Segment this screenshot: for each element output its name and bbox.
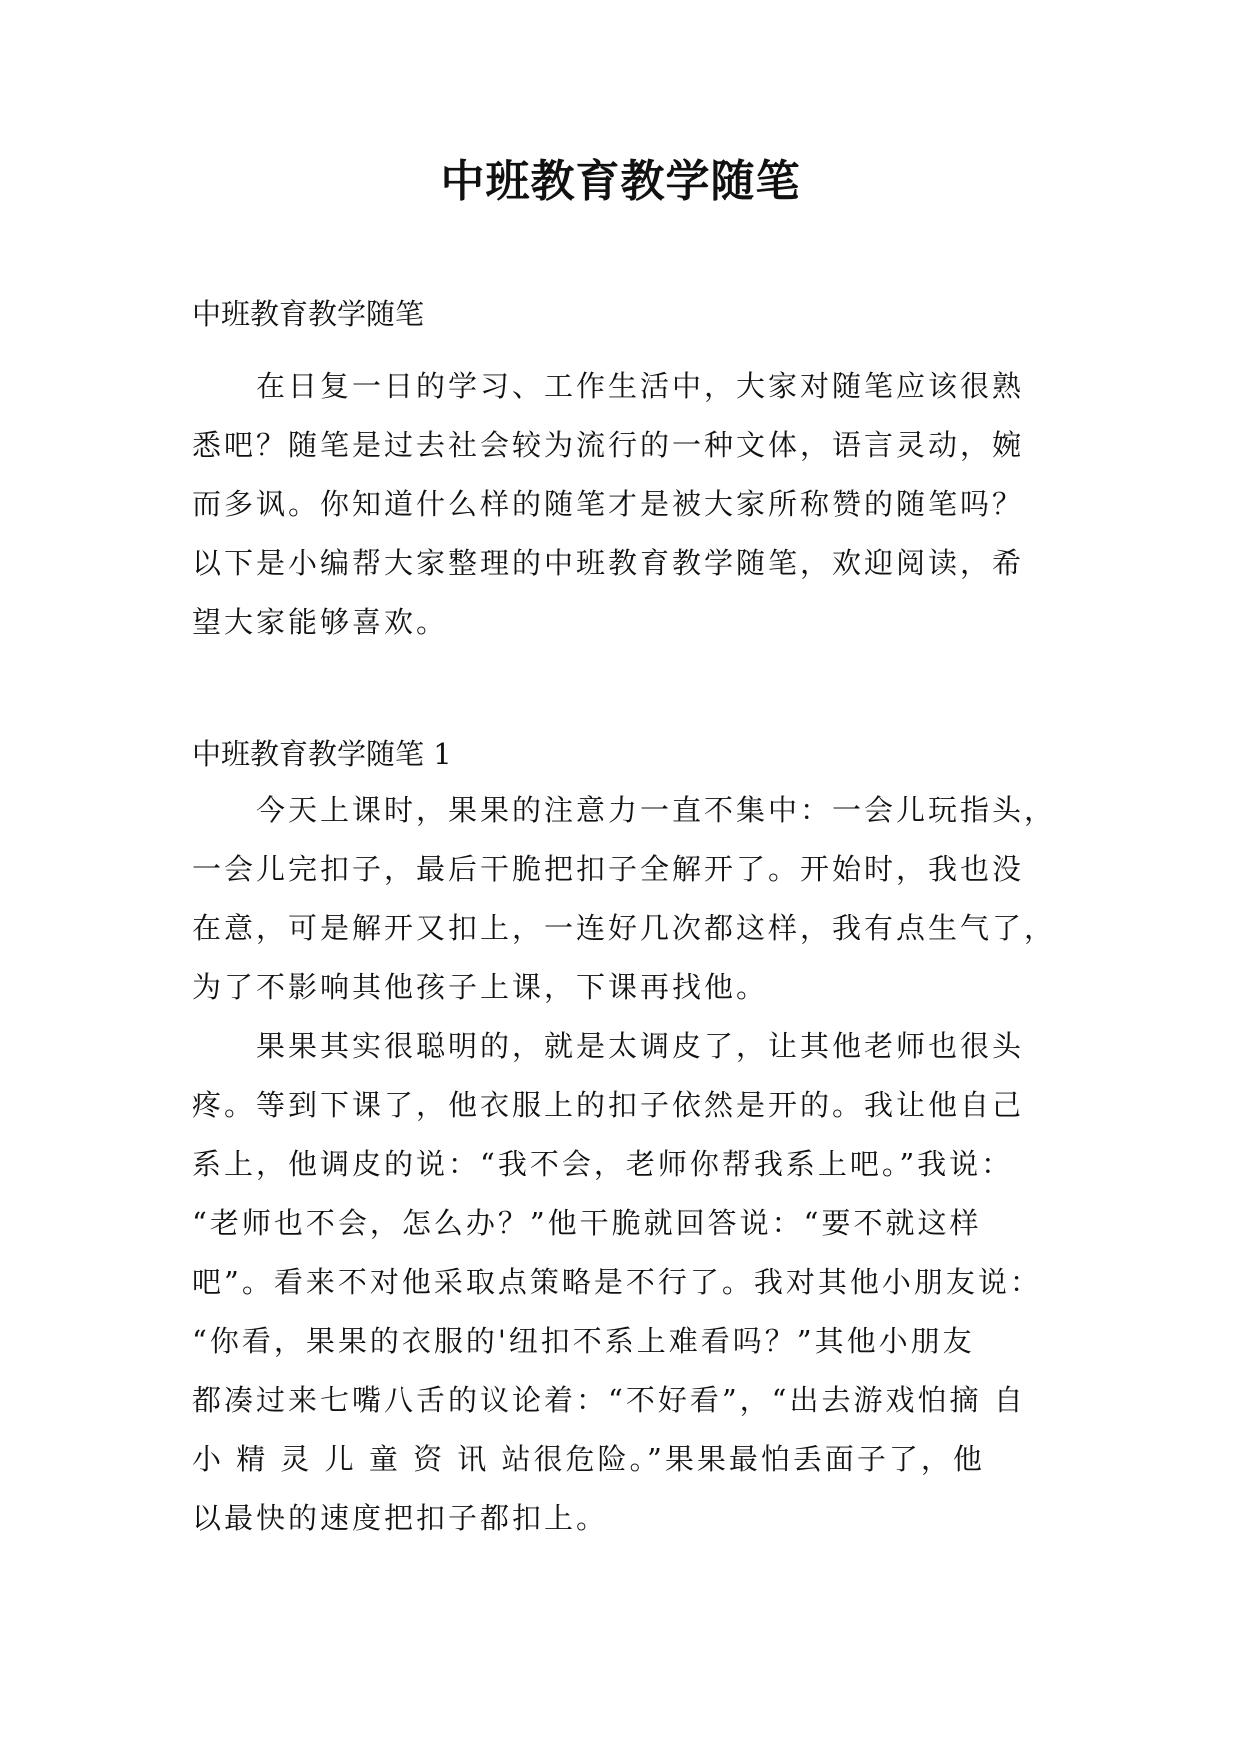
paragraph-line: “老师也不会，怎么办？”他干脆就回答说：“要不就这样 (192, 1206, 982, 1240)
paragraph-line: 今天上课时，果果的注意力一直不集中：一会儿玩指头， (256, 793, 1057, 827)
paragraph-line: 吧”。看来不对他采取点策略是不行了。我对其他小朋友说： (192, 1265, 1042, 1299)
paragraph-line: 都凑过来七嘴八舌的议论着：“不好看”，“出去游戏怕摘 自 (192, 1383, 1026, 1417)
paragraph-line: 果果其实很聪明的，就是太调皮了，让其他老师也很头 (256, 1029, 1025, 1063)
intro-paragraph (192, 357, 1092, 652)
paragraph-line: 为了不影响其他孩子上课，下课再找他。 (192, 970, 769, 1004)
paragraph-line: 小 精 灵 儿 童 资 讯 站很危险。”果果最怕丢面子了，他 (192, 1442, 985, 1476)
paragraph-line: 在意，可是解开又扣上，一连好几次都这样，我有点生气了， (192, 911, 1057, 945)
intro-line: 以下是小编帮大家整理的中班教育教学随笔，欢迎阅读，希 (192, 546, 1025, 580)
document-subtitle: 中班教育教学随笔 (192, 297, 425, 331)
intro-line: 悉吧？随笔是过去社会较为流行的一种文体，语言灵动，婉 (192, 428, 1025, 462)
intro-line: 而多讽。你知道什么样的随笔才是被大家所称赞的随笔吗？ (192, 487, 1025, 521)
paragraph-line: 以最快的速度把扣子都扣上。 (192, 1501, 609, 1535)
paragraph-line: 一会儿完扣子，最后干脆把扣子全解开了。开始时，我也没 (192, 852, 1025, 886)
intro-line: 望大家能够喜欢。 (192, 605, 449, 639)
section-heading: 中班教育教学随笔 1 (192, 737, 452, 771)
paragraph-line: “你看，果果的衣服的'纽扣不系上难看吗？”其他小朋友 (192, 1324, 975, 1358)
document-title: 中班教育教学随笔 (440, 156, 801, 207)
section1-paragraph-1 (192, 781, 1092, 1017)
paragraph-line: 疼。等到下课了，他衣服上的扣子依然是开的。我让他自己 (192, 1088, 1025, 1122)
section1-paragraph-2 (192, 1017, 1092, 1548)
paragraph-line: 系上，他调皮的说：“我不会，老师你帮我系上吧。”我说： (192, 1147, 1014, 1181)
intro-line: 在日复一日的学习、工作生活中，大家对随笔应该很熟 (256, 369, 1025, 403)
